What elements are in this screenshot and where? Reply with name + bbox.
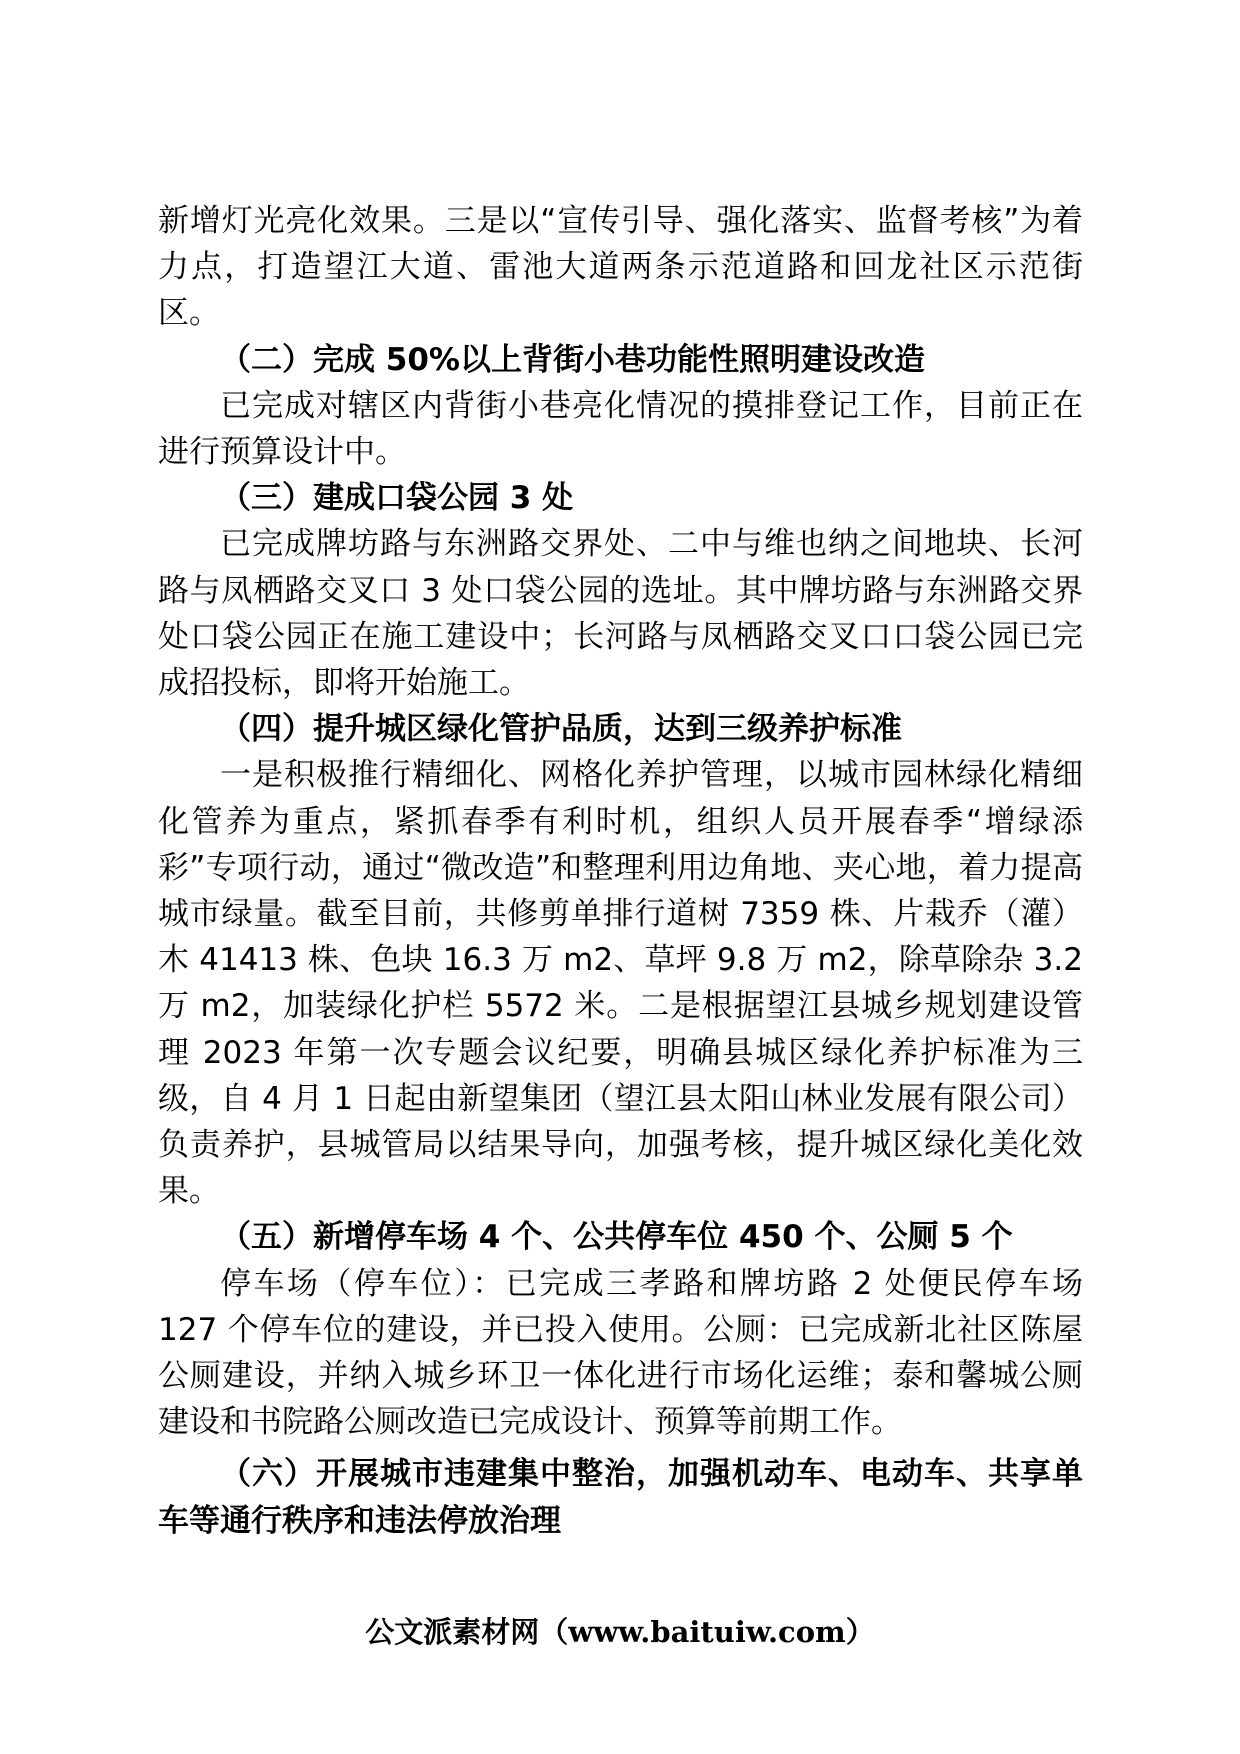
body-paragraph: 已完成牌坊路与东洲路交界处、二中与维也纳之间地块、长河路与凤栖路交叉口 3 处口袋公园的选址。其中牌坊路与东洲路交界处口袋公园正在施工建设中；长河路与凤栖路交叉口口袋公园已完成招投标，即将开始施工。 [158,526,1083,702]
section-heading-3: （三）建成口袋公园 3 处 [220,480,574,517]
body-paragraph: 新增灯光亮化效果。三是以“宣传引导、强化落实、监督考核”为着力点，打造望江大道、雷池大道两条示范道路和回龙社区示范街区。 [158,203,1083,332]
body-paragraph: 一是积极推行精细化、网格化养护管理，以城市园林绿化精细化管养为重点，紧抓春季有利时机，组织人员开展春季“增绿添彩”专项行动，通过“微改造”和整理利用边角地、夹心地，着力提高城市绿量。截至目前，共修剪单排行道树 7359 株、片栽乔（灌）木 41413 株、色块 16.3 万 m2、草坪 9.8 万 m2，除草除杂 3.2 万 m2，加装绿化护栏 5572 米。二是根据望江县城乡规划建设管理 2023 年第一次专题会议纪要，明确县城区绿化养护标准为三级，自 4 月 1 日起由新望集团（望江县太阳山林业发展有限公司）负责养护，县城管局以结果导向，加强考核，提升城区绿化美化效果。 [158,757,1083,1210]
section-heading-4: （四）提升城区绿化管护品质，达到三级养护标准 [220,711,902,748]
section-heading-2: （二）完成 50%以上背街小巷功能性照明建设改造 [220,341,925,378]
section-heading-6: （六）开展城市违建集中整治，加强机动车、电动车、共享单车等通行秩序和违法停放治理 [158,1456,1083,1539]
body-paragraph: 已完成对辖区内背街小巷亮化情况的摸排登记工作，目前正在进行预算设计中。 [158,387,1083,471]
body-paragraph: 停车场（停车位）：已完成三孝路和牌坊路 2 处便民停车场 127 个停车位的建设，并已投入使用。公厕：已完成新北社区陈屋公厕建设，并纳入城乡环卫一体化进行市场化运维；泰和馨城公厕建设和书院路公厕改造已完成设计、预算等前期工作。 [158,1265,1083,1441]
footer-watermark: 公文派素材网（www.baituiw.com） [365,1615,875,1649]
section-heading-5: （五）新增停车场 4 个、公共停车位 450 个、公厕 5 个 [220,1219,1013,1256]
document-body [158,198,1083,1544]
